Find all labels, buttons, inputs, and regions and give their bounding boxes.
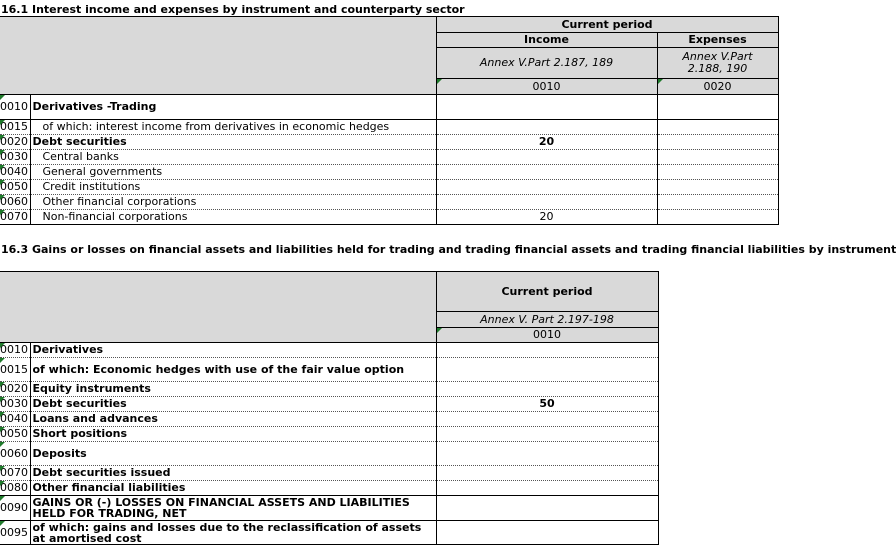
table-row <box>0 210 778 225</box>
row-label: Deposits <box>30 442 436 466</box>
comment-marker-icon <box>0 195 5 200</box>
row-label: Debt securities issued <box>30 466 436 481</box>
table-row <box>0 412 658 427</box>
income-cell[interactable] <box>436 180 657 195</box>
table-row <box>0 120 778 135</box>
row-code: 0040 <box>0 165 28 178</box>
comment-marker-icon <box>437 328 442 333</box>
table-row <box>0 466 658 481</box>
expenses-annex-ref: Annex V.Part 2.188, 190 <box>657 48 778 79</box>
income-annex-ref: Annex V.Part 2.187, 189 <box>436 48 657 79</box>
comment-marker-icon <box>658 79 663 84</box>
interest-table <box>0 16 779 225</box>
expenses-cell[interactable] <box>657 210 778 225</box>
row-code: 0020 <box>0 135 28 148</box>
table-row <box>0 150 778 165</box>
expenses-cell[interactable] <box>657 195 778 210</box>
row-label: Derivatives <box>30 343 436 358</box>
annex-ref: Annex V. Part 2.197-198 <box>436 312 658 328</box>
current-period-header: Current period <box>436 272 658 312</box>
table-row <box>0 496 658 521</box>
row-code: 0040 <box>0 412 28 425</box>
comment-marker-icon <box>0 412 5 417</box>
row-code: 0070 <box>0 466 28 479</box>
comment-marker-icon <box>0 135 5 140</box>
row-code: 0050 <box>0 180 28 193</box>
income-header: Income <box>436 33 657 48</box>
comment-marker-icon <box>0 150 5 155</box>
income-cell[interactable] <box>436 120 657 135</box>
table-row <box>0 165 778 180</box>
value-cell[interactable] <box>436 343 658 358</box>
expenses-cell[interactable] <box>657 120 778 135</box>
comment-marker-icon <box>0 95 5 100</box>
row-code: 0010 <box>0 343 28 356</box>
value-cell[interactable] <box>436 481 658 496</box>
row-code: 0050 <box>0 427 28 440</box>
comment-marker-icon <box>437 79 442 84</box>
row-label: Other financial corporations <box>30 195 436 210</box>
row-code: 0030 <box>0 397 28 410</box>
row-label: General governments <box>30 165 436 180</box>
table-row <box>0 195 778 210</box>
comment-marker-icon <box>0 180 5 185</box>
value-cell[interactable]: 50 <box>436 397 658 412</box>
comment-marker-icon <box>0 343 5 348</box>
comment-marker-icon <box>0 521 5 526</box>
row-code: 0010 <box>0 95 30 120</box>
expenses-cell[interactable] <box>657 150 778 165</box>
expenses-cell[interactable] <box>657 135 778 150</box>
col-code: 0010 <box>436 328 658 343</box>
row-label: GAINS OR (-) LOSSES ON FINANCIAL ASSETS AND LIABILITIES HELD FOR TRADING, NET <box>30 496 436 521</box>
comment-marker-icon <box>0 397 5 402</box>
comment-marker-icon <box>0 165 5 170</box>
row-label: of which: Economic hedges with use of the fair value option <box>30 358 436 382</box>
value-cell[interactable] <box>436 427 658 442</box>
row-code: 0080 <box>0 481 28 494</box>
row-label: Central banks <box>30 150 436 165</box>
section-16-3-title: 16.3 Gains or losses on financial assets and liabilities held for trading and trading financial assets and trading financial liabilities by instrument <box>1 243 896 256</box>
row-label: Debt securities <box>30 135 436 150</box>
income-cell[interactable] <box>436 195 657 210</box>
income-col-code: 0010 <box>436 79 657 95</box>
value-cell[interactable] <box>436 382 658 397</box>
expenses-header: Expenses <box>657 33 778 48</box>
row-code: 0060 <box>0 442 30 466</box>
comment-marker-icon <box>0 496 5 501</box>
table-row <box>0 95 778 120</box>
header-blank <box>0 272 436 343</box>
row-code: 0060 <box>0 195 28 208</box>
income-cell[interactable] <box>436 165 657 180</box>
table-row <box>0 135 778 150</box>
value-cell[interactable] <box>436 496 658 521</box>
gains-losses-table <box>0 271 659 545</box>
income-cell[interactable] <box>436 150 657 165</box>
table-row <box>0 397 658 412</box>
row-label: of which: gains and losses due to the reclassification of assets at amortised cost <box>30 521 436 545</box>
comment-marker-icon <box>0 210 5 215</box>
row-code: 0090 <box>0 496 30 521</box>
row-label: Other financial liabilities <box>30 481 436 496</box>
value-cell[interactable] <box>436 442 658 466</box>
row-code: 0070 <box>0 210 28 223</box>
table-row <box>0 343 658 358</box>
comment-marker-icon <box>0 358 5 363</box>
expenses-cell[interactable] <box>657 165 778 180</box>
section-16-1-title: 16.1 Interest income and expenses by instrument and counterparty sector <box>1 3 465 16</box>
value-cell[interactable] <box>436 412 658 427</box>
income-cell[interactable]: 20 <box>436 210 657 225</box>
expenses-col-code: 0020 <box>657 79 778 95</box>
row-label: Loans and advances <box>30 412 436 427</box>
table-row <box>0 427 658 442</box>
row-label: Debt securities <box>30 397 436 412</box>
row-label: of which: interest income from derivatives in economic hedges <box>30 120 436 135</box>
expenses-cell[interactable] <box>657 180 778 195</box>
expenses-cell[interactable] <box>657 95 778 120</box>
table-row <box>0 442 658 466</box>
row-label: Derivatives -Trading <box>30 95 436 120</box>
comment-marker-icon <box>0 120 5 125</box>
table-row <box>0 180 778 195</box>
comment-marker-icon <box>0 442 5 447</box>
value-cell[interactable] <box>436 521 658 545</box>
header-blank <box>0 17 436 95</box>
row-label: Non-financial corporations <box>30 210 436 225</box>
comment-marker-icon <box>0 466 5 471</box>
row-code: 0015 <box>0 358 30 382</box>
row-code: 0020 <box>0 382 28 395</box>
comment-marker-icon <box>0 382 5 387</box>
value-cell[interactable] <box>436 358 658 382</box>
table-row <box>0 382 658 397</box>
table-row <box>0 481 658 496</box>
value-cell[interactable] <box>436 466 658 481</box>
row-code: 0015 <box>0 120 28 133</box>
table-row <box>0 521 658 545</box>
row-code: 0095 <box>0 521 30 545</box>
row-label: Short positions <box>30 427 436 442</box>
row-label: Equity instruments <box>30 382 436 397</box>
income-cell[interactable]: 20 <box>436 135 657 150</box>
row-label: Credit institutions <box>30 180 436 195</box>
table-row <box>0 358 658 382</box>
row-code: 0030 <box>0 150 28 163</box>
income-cell[interactable] <box>436 95 657 120</box>
current-period-header: Current period <box>436 17 778 33</box>
comment-marker-icon <box>0 481 5 486</box>
comment-marker-icon <box>0 427 5 432</box>
